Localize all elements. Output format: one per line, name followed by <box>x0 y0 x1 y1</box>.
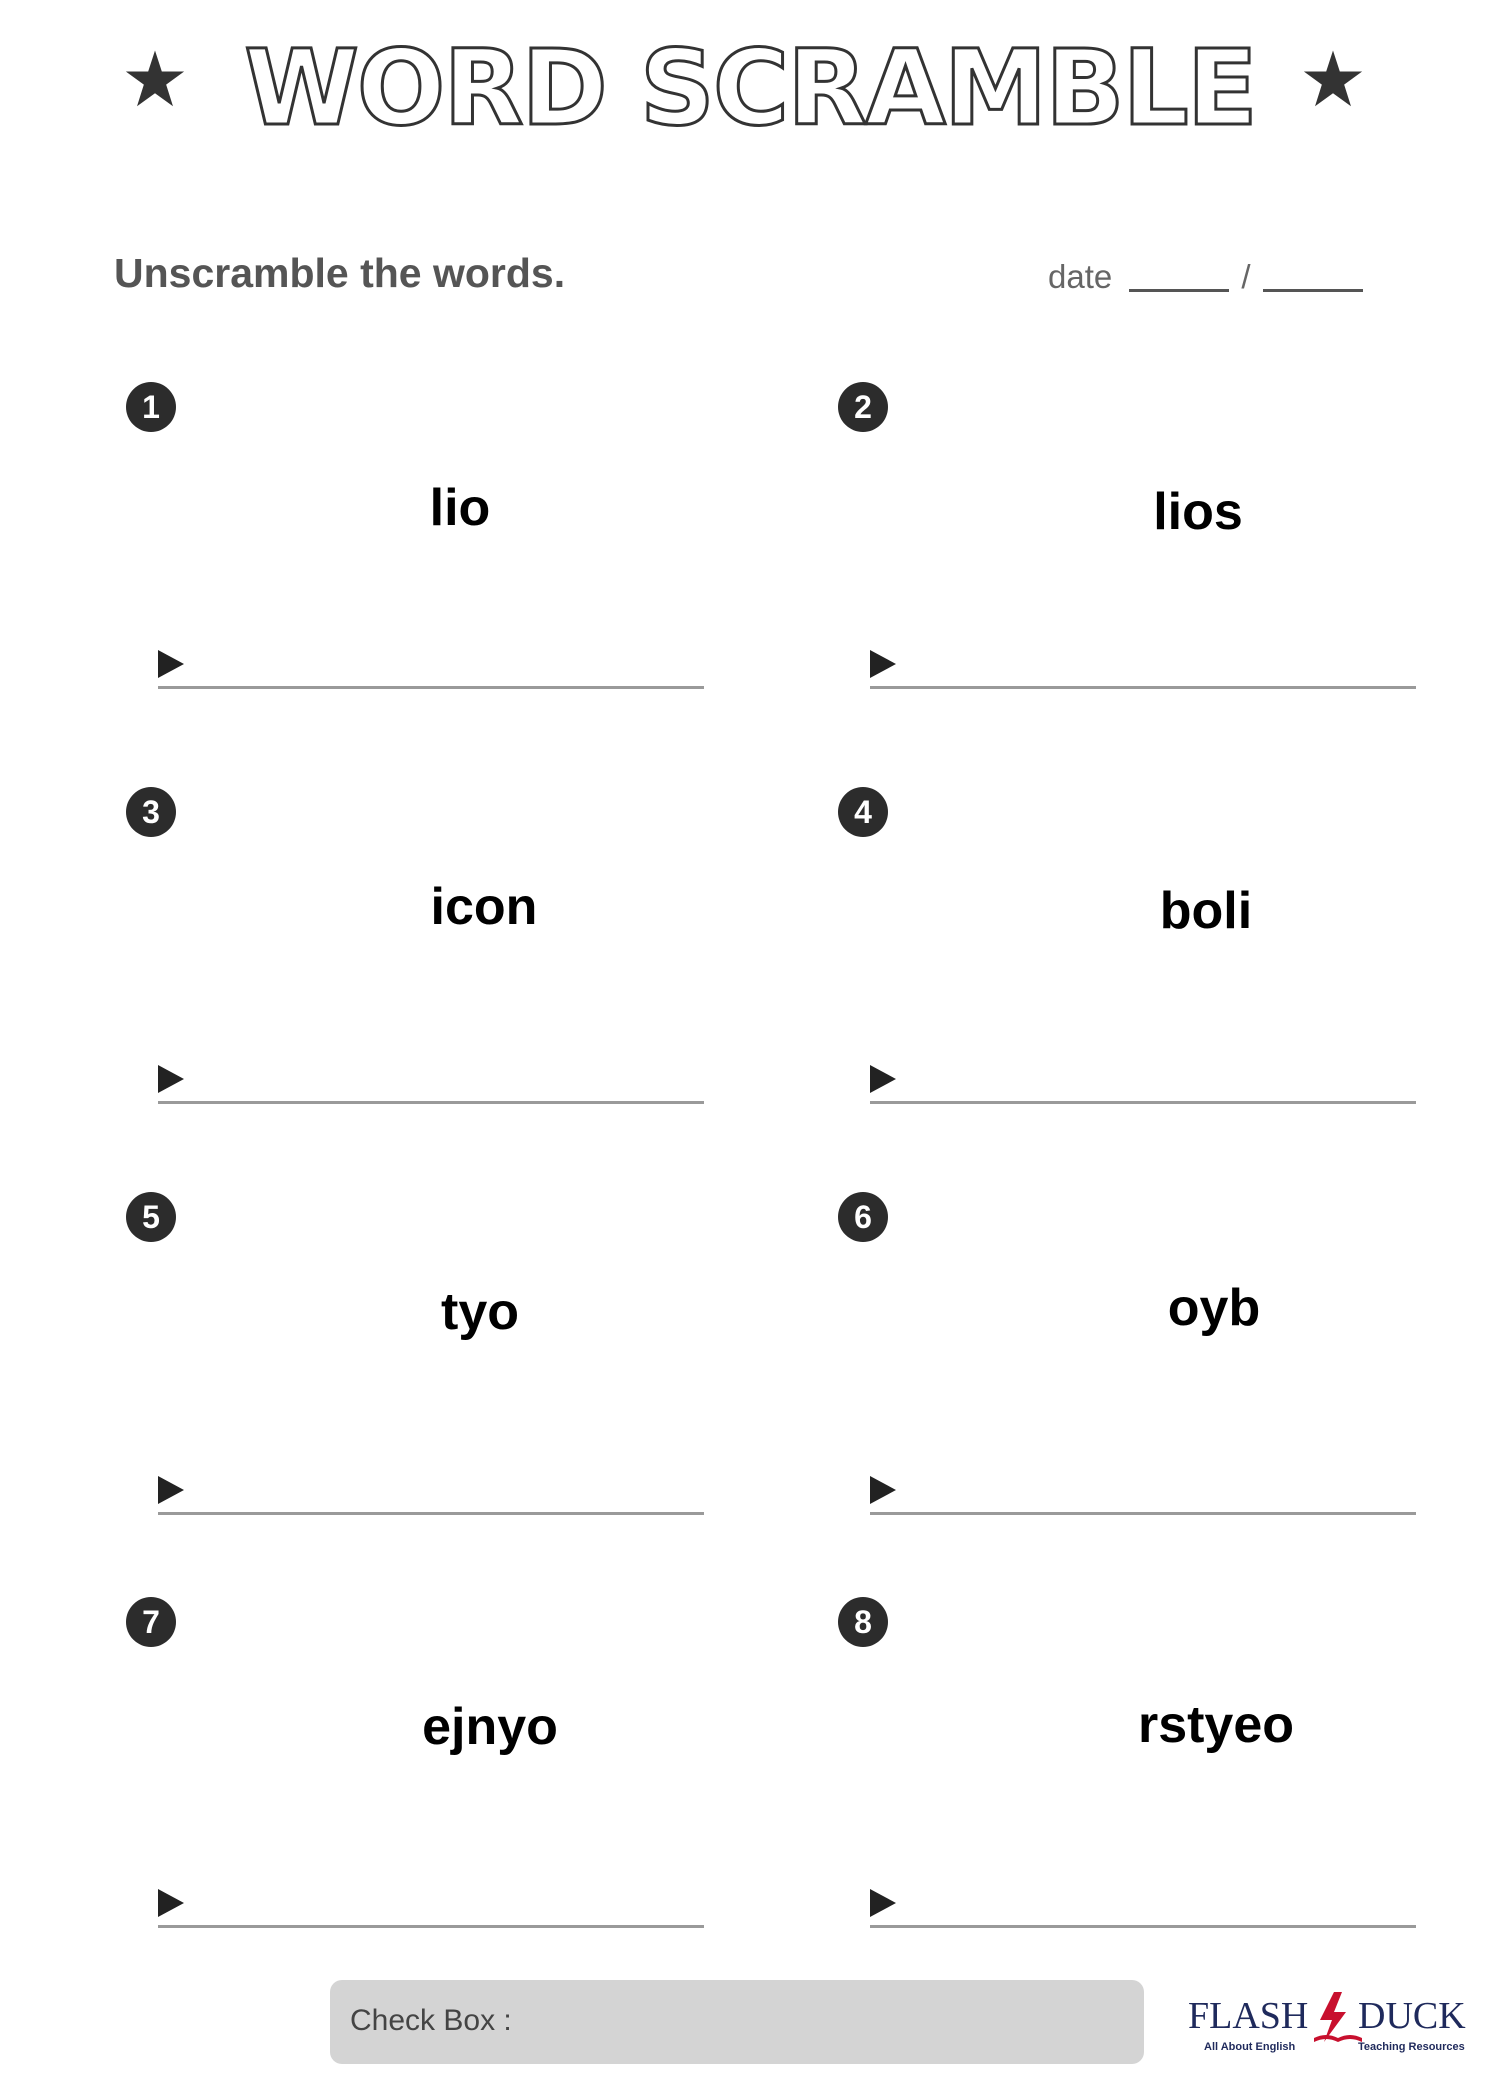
scramble-item-5 <box>116 1180 716 1580</box>
play-arrow-icon <box>870 1476 896 1504</box>
scramble-item-7 <box>116 1585 716 1985</box>
scramble-item-2 <box>828 370 1428 770</box>
logo-tagline-right: Teaching Resources <box>1358 2041 1465 2053</box>
scramble-item-1 <box>116 370 716 770</box>
date-label: date <box>1048 258 1113 295</box>
item-number-badge: 1 <box>126 382 176 432</box>
play-arrow-icon <box>158 1476 184 1504</box>
date-separator: / <box>1241 258 1251 295</box>
logo-brand-right: DUCK <box>1358 1995 1466 2037</box>
answer-line[interactable] <box>870 1476 1416 1512</box>
logo-tagline-left: All About English <box>1204 2041 1296 2053</box>
item-number-badge: 5 <box>126 1192 176 1242</box>
item-number-badge: 7 <box>126 1597 176 1647</box>
scrambled-word: oyb <box>1167 1279 1261 1337</box>
answer-underline <box>870 1101 1416 1104</box>
answer-line[interactable] <box>158 1889 704 1925</box>
answer-underline <box>158 1101 704 1104</box>
scrambled-word: tyo <box>441 1283 519 1341</box>
star-icon <box>1302 48 1364 110</box>
play-arrow-icon <box>158 1889 184 1917</box>
title-banner <box>0 30 1496 140</box>
scrambled-word: lio <box>429 479 491 537</box>
page-title-text: WORD SCRAMBLE <box>244 36 1256 136</box>
answer-line[interactable] <box>158 1065 704 1101</box>
answer-line[interactable] <box>870 1889 1416 1925</box>
play-arrow-icon <box>870 1889 896 1917</box>
item-number-badge: 4 <box>838 787 888 837</box>
scrambled-word: lios <box>1153 483 1243 541</box>
item-number-badge: 8 <box>838 1597 888 1647</box>
scrambled-word: ejnyo <box>422 1698 558 1756</box>
star-icon <box>124 48 186 110</box>
date-day-blank[interactable] <box>1263 289 1363 292</box>
scrambled-word: rstyeo <box>1137 1696 1295 1754</box>
answer-line[interactable] <box>158 1476 704 1512</box>
answer-underline <box>870 1925 1416 1928</box>
date-field <box>1048 258 1371 296</box>
item-number-badge: 2 <box>838 382 888 432</box>
play-arrow-icon <box>158 650 184 678</box>
answer-underline <box>870 1512 1416 1515</box>
answer-line[interactable] <box>870 1065 1416 1101</box>
check-box[interactable] <box>330 1980 1144 2064</box>
scramble-item-4 <box>828 775 1428 1175</box>
instruction-text: Unscramble the words. <box>114 250 566 296</box>
play-arrow-icon <box>158 1065 184 1093</box>
page-title <box>210 36 1290 136</box>
lightning-book-icon <box>1314 1992 1362 2042</box>
answer-underline <box>158 1512 704 1515</box>
answer-underline <box>158 686 704 689</box>
flashduck-logo <box>1186 1986 1486 2056</box>
answer-underline <box>870 686 1416 689</box>
answer-line[interactable] <box>158 650 704 686</box>
scramble-item-6 <box>828 1180 1428 1580</box>
logo-brand-left: FLASH <box>1188 1995 1309 2037</box>
date-month-blank[interactable] <box>1129 289 1229 292</box>
item-number-badge: 6 <box>838 1192 888 1242</box>
item-number-badge: 3 <box>126 787 176 837</box>
check-box-label: Check Box : <box>350 2004 512 2037</box>
play-arrow-icon <box>870 1065 896 1093</box>
scrambled-word: icon <box>430 878 538 936</box>
answer-line[interactable] <box>870 650 1416 686</box>
play-arrow-icon <box>870 650 896 678</box>
scramble-item-8 <box>828 1585 1428 1985</box>
answer-underline <box>158 1925 704 1928</box>
scramble-item-3 <box>116 775 716 1175</box>
scrambled-word: boli <box>1159 882 1253 940</box>
